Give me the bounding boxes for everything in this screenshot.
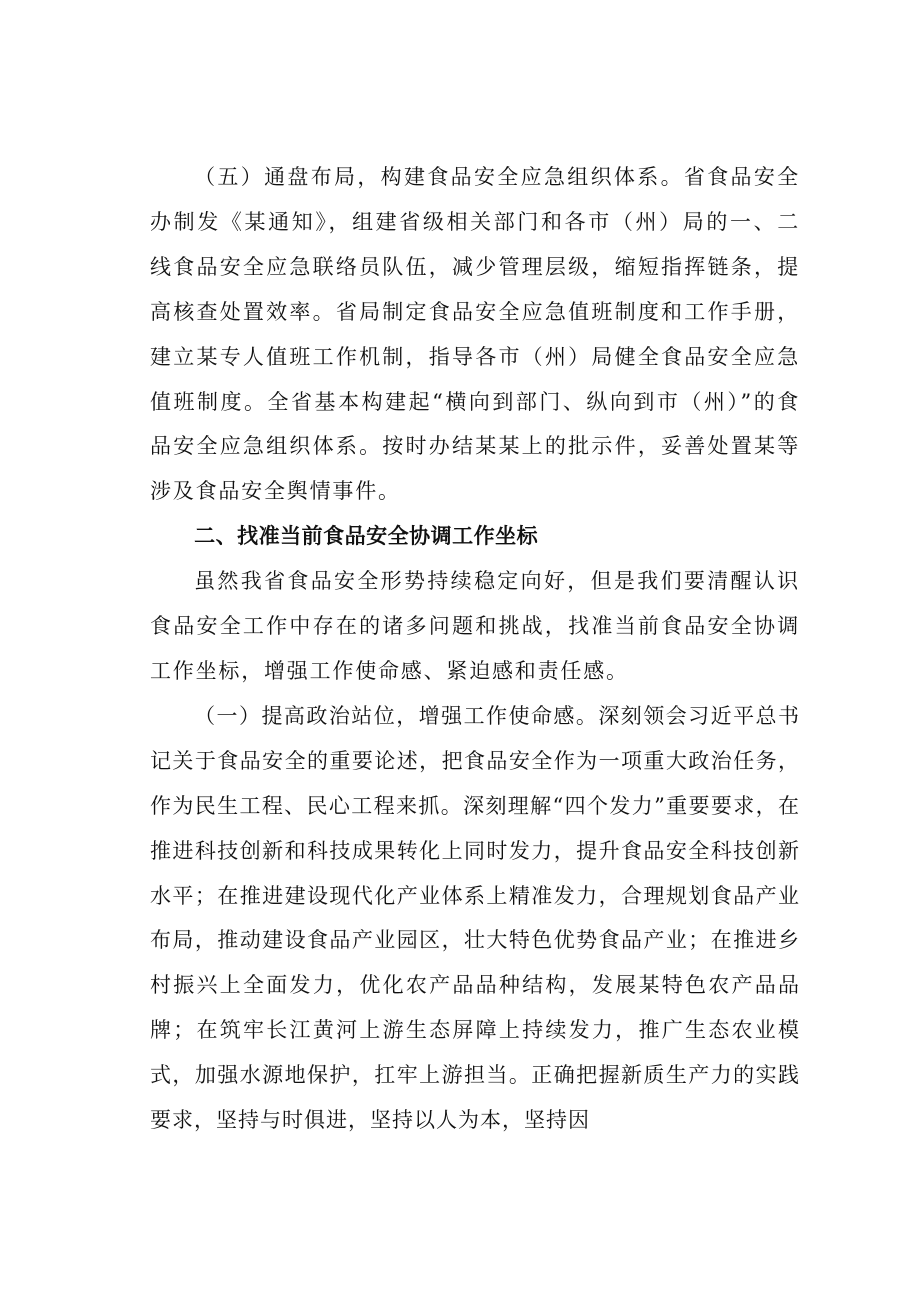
- document-page: [150, 155, 800, 1143]
- section-heading-two: 二、找准当前食品安全协调工作坐标: [194, 524, 539, 549]
- paragraph-section-five: （五）通盘布局，构建食品安全应急组织体系。省食品安全办制发《某通知》，组建省级相关部门和各市（州）局的一、二线食品安全应急联络员队伍，减少管理层级，缩短指挥链条，提高核查处置效率。省局制定食品安全应急值班制度和工作手册，建立某专人值班工作机制，指导各市（州）局健全食品安全应急值班制度。全省基本构建起“横向到部门、纵向到市（州）”的食品安全应急组织体系。按时办结某某上的批示件，妥善处置某等涉及食品安全舆情事件。: [150, 165, 800, 504]
- paragraph-intro-section-two: 虽然我省食品安全形势持续稳定向好，但是我们要清醒认识食品安全工作中存在的诸多问题和挑战，找准当前食品安全协调工作坐标，增强工作使命感、紧迫感和责任感。: [150, 569, 800, 683]
- paragraph-item-one: （一）提高政治站位，增强工作使命感。深刻领会习近平总书记关于食品安全的重要论述，把食品安全作为一项重大政治任务，作为民生工程、民心工程来抓。深刻理解“四个发力”重要要求，在推进科技创新和科技成果转化上同时发力，提升食品安全科技创新水平；在推进建设现代化产业体系上精准发力，合理规划食品产业布局，推动建设食品产业园区，壮大特色优势食品产业；在推进乡村振兴上全面发力，优化农产品品种结构，发展某特色农产品品牌；在筑牢长江黄河上游生态屏障上持续发力，推广生态农业模式，加强水源地保护，扛牢上游担当。正确把握新质生产力的实践要求，坚持与时俱进，坚持以人为本，坚持因: [150, 703, 800, 1133]
